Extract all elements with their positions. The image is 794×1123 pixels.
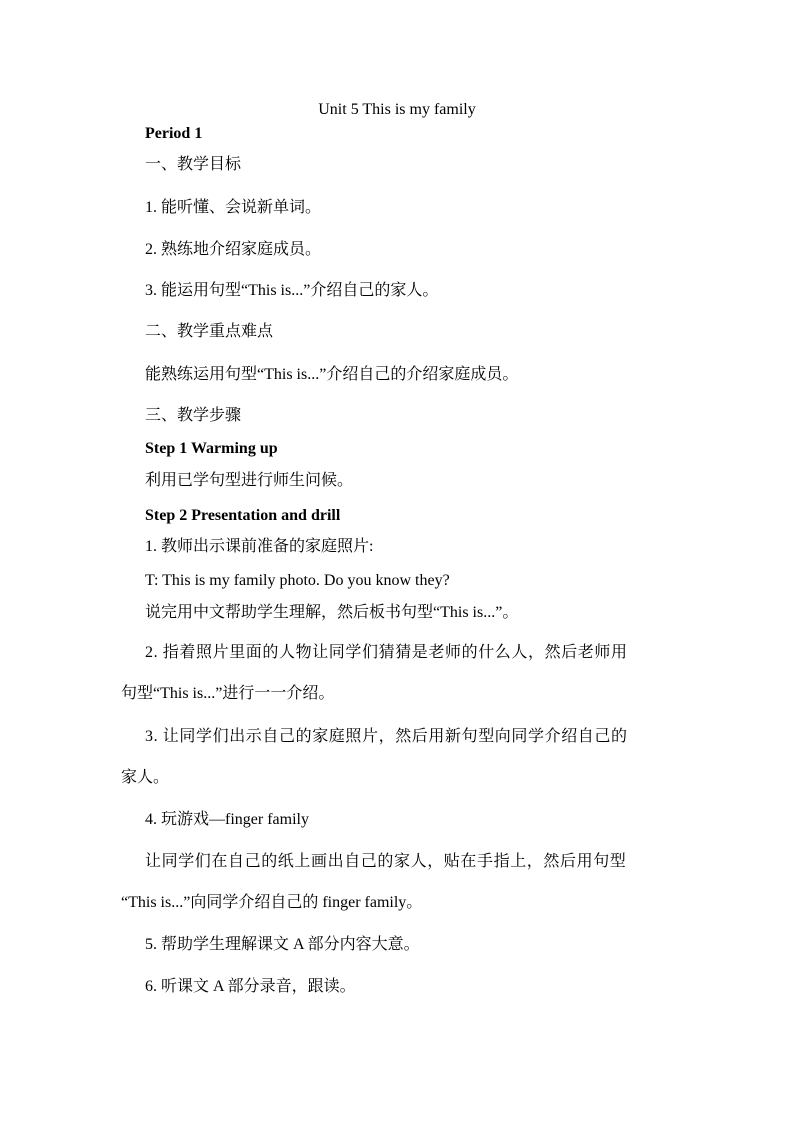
section-heading-steps: 三、教学步骤 [145, 407, 242, 424]
step1-text: 利用已学句型进行师生问候。 [145, 472, 354, 489]
step2-item-4-desc-line2: “This is...”向同学介绍自己的 finger family。 [121, 894, 423, 911]
document-title: Unit 5 This is my family [318, 101, 476, 118]
step2-item-3-line1: 3. 让同学们出示自己的家庭照片，然后用新句型向同学介绍自己的 [145, 728, 628, 745]
step1-heading: Step 1 Warming up [145, 440, 278, 457]
key-point-text: 能熟练运用句型“This is...”介绍自己的介绍家庭成员。 [145, 366, 519, 383]
step2-item-1-dialog: T: This is my family photo. Do you know they? [145, 572, 450, 589]
step2-item-1-note: 说完用中文帮助学生理解，然后板书句型“This is...”。 [145, 604, 519, 621]
period-label: Period 1 [145, 125, 203, 142]
step2-item-4: 4. 玩游戏—finger family [145, 811, 309, 828]
step2-item-2-line2: 句型“This is...”进行一一介绍。 [121, 685, 335, 702]
step2-item-6: 6. 听课文 A 部分录音，跟读。 [145, 978, 356, 995]
step2-heading: Step 2 Presentation and drill [145, 507, 341, 524]
section-heading-key-points: 二、教学重点难点 [145, 323, 274, 340]
step2-item-1: 1. 教师出示课前准备的家庭照片: [145, 538, 374, 555]
step2-item-5: 5. 帮助学生理解课文 A 部分内容大意。 [145, 936, 420, 953]
goal-item-2: 2. 熟练地介绍家庭成员。 [145, 241, 322, 258]
step2-item-3-line2: 家人。 [121, 769, 170, 786]
step2-item-4-desc-line1: 让同学们在自己的纸上画出自己的家人，贴在手指上，然后用句型 [145, 853, 627, 870]
section-heading-goals: 一、教学目标 [145, 156, 242, 173]
goal-item-3: 3. 能运用句型“This is...”介绍自己的家人。 [145, 282, 439, 299]
step2-item-2-line1: 2. 指着照片里面的人物让同学们猜猜是老师的什么人，然后老师用 [145, 644, 628, 661]
goal-item-1: 1. 能听懂、会说新单词。 [145, 199, 322, 216]
